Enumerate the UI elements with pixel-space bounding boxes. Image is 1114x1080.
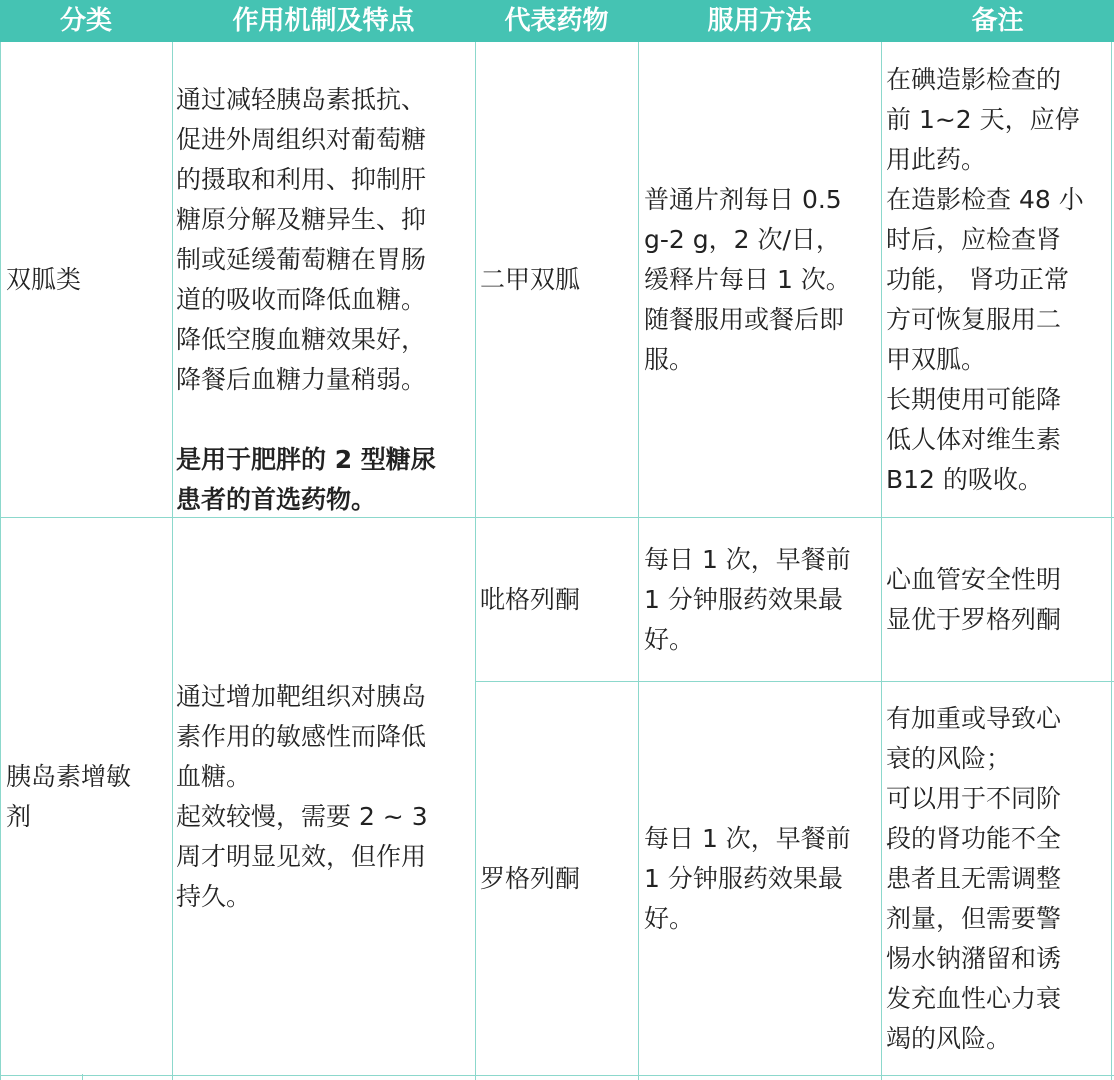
row1-note: 在碘造影检查的 前 1~2 天，应停 用此药。 在造影检查 48 小 时后，应检查肾 功能， 肾功正常 方可恢复服用二 甲双胍。 长期使用可能降 低人体对维生素 B12 的吸收。	[886, 64, 1084, 494]
header-usage: 服用方法	[707, 6, 812, 36]
row2-category-cell	[6, 518, 168, 1075]
row1-mechanism-text: 通过减轻胰岛素抵抗、 促进外周组织对葡萄糖 的摄取和利用、抑制肝 糖原分解及糖异生、抑 制或延缓葡萄糖在胃肠 道的吸收而降低血糖。 降低空腹血糖效果好， 降餐后血糖力量稍弱。	[176, 84, 427, 394]
row2b-note: 有加重或导致心 衰的风险； 可以用于不同阶 段的肾功能不全 患者且无需调整 剂量，但需要警 惕水钠潴留和诱 发充血性心力衰 竭的风险。	[886, 703, 1062, 1053]
row2b-usage: 每日 1 次，早餐前 1 分钟服药效果最 好。	[644, 823, 851, 933]
row1-mechanism-emphasis: 是用于肥胖的 2 型糖尿 患者的首选药物。	[176, 444, 436, 514]
row1-category-cell	[6, 42, 168, 517]
row1-usage-cell	[644, 42, 880, 517]
header-category: 分类	[59, 6, 112, 36]
row1-category: 双胍类	[6, 264, 82, 294]
row1-drug: 二甲双胍	[480, 264, 581, 294]
row2a-note: 心血管安全性明 显优于罗格列酮	[886, 564, 1062, 634]
row2a-note-cell	[886, 518, 1112, 681]
grid-line	[0, 1075, 1114, 1076]
row2-mechanism: 通过增加靶组织对胰岛 素作用的敏感性而降低 血糖。 起效较慢，需要 2 ~ 3 周才明显见效，但作用 持久。	[176, 681, 428, 911]
grid-line	[172, 42, 173, 1080]
row2a-usage-cell	[644, 518, 880, 681]
header-mechanism: 作用机制及特点	[232, 6, 415, 36]
grid-line	[475, 42, 476, 1080]
row2a-usage: 每日 1 次，早餐前 1 分钟服药效果最 好。	[644, 544, 851, 654]
row2b-drug-cell	[480, 682, 636, 1075]
row2-mechanism-cell	[176, 518, 472, 1075]
row2a-drug: 吡格列酮	[480, 584, 581, 614]
row2a-drug-cell	[480, 518, 636, 681]
row2b-usage-cell	[644, 682, 880, 1075]
row1-note-cell	[886, 42, 1112, 517]
header-drug: 代表药物	[504, 6, 609, 36]
row1-drug-cell	[480, 42, 636, 517]
table-header	[0, 0, 1114, 42]
row1-mechanism-cell	[176, 42, 472, 517]
row1-mechanism	[176, 40, 436, 520]
grid-line	[638, 42, 639, 1080]
row2b-drug: 罗格列酮	[480, 863, 581, 893]
grid-line	[0, 42, 1, 1080]
grid-line	[881, 42, 882, 1080]
row1-usage: 普通片剂每日 0.5 g-2 g，2 次/日， 缓释片每日 1 次。 随餐服用或餐后即 服。	[644, 184, 851, 374]
row2b-note-cell	[886, 682, 1112, 1075]
header-note: 备注	[971, 6, 1024, 36]
row2-category: 胰岛素增敏 剂	[6, 761, 132, 831]
